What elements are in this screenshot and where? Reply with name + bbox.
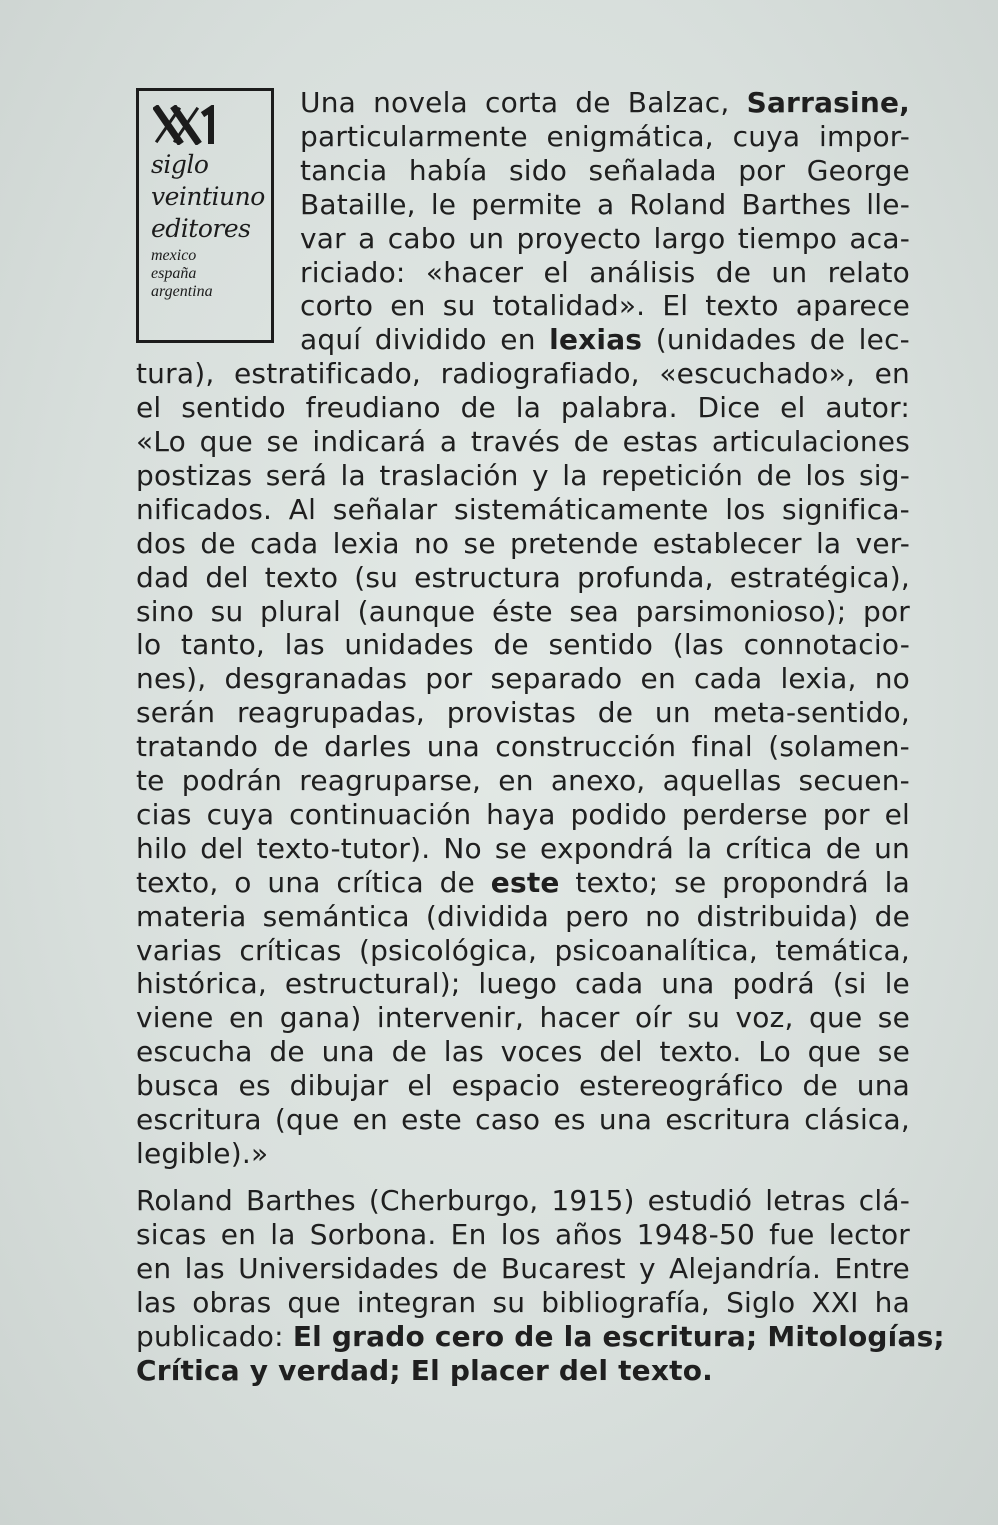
publisher-name (151, 149, 265, 245)
text-line (300, 86, 910, 120)
text-run: legible).» (136, 1136, 269, 1170)
text-line (136, 391, 910, 425)
text-line (136, 832, 910, 866)
text-line (136, 595, 910, 629)
text-line (136, 527, 910, 561)
text-run: Roland Barthes (Cherburgo, 1915) estudió letras clá- (136, 1184, 910, 1217)
text-line (136, 967, 910, 1001)
text-run: escucha de una de las voces del texto. Lo que se (136, 1035, 910, 1069)
text-line (136, 1354, 910, 1388)
publisher-city: argentina (151, 283, 213, 300)
text-line (300, 188, 910, 222)
text-run: publicado: (136, 1319, 293, 1353)
publisher-name-line: editores (151, 214, 251, 243)
text-run: postizas será la traslación y la repetición de los sig- (136, 458, 910, 492)
bold-text: este (490, 865, 560, 899)
text-line (136, 425, 910, 459)
bold-text: Sarrasine, (746, 86, 910, 119)
text-line (136, 1103, 910, 1137)
text-line (136, 1252, 910, 1286)
text-run: cias cuya continuación haya podido perderse por el (136, 797, 910, 831)
text-run: texto; se propondrá la (559, 865, 910, 899)
text-line (136, 1218, 910, 1252)
text-line (136, 730, 910, 764)
text-run: hilo del texto-tutor). No se expondrá la crítica de un (136, 831, 910, 865)
text-run: viene en gana) intervenir, hacer oír su voz, que se (136, 1001, 910, 1035)
text-line (300, 120, 910, 154)
text-line (136, 1184, 910, 1218)
text-run: Bataille, le permite a Roland Barthes lle- (300, 187, 910, 221)
publisher-name-line: veintiuno (151, 182, 265, 211)
text-run: varias críticas (psicológica, psicoanalítica, temática, (136, 933, 910, 967)
text-line (300, 289, 910, 323)
text-run: serán reagrupadas, provistas de un meta-sentido, (136, 696, 910, 730)
text-line (136, 1001, 910, 1035)
publisher-city: españa (151, 265, 197, 282)
text-run: nificados. Al señalar sistemáticamente los significa- (136, 492, 910, 526)
text-run: escritura (que en este caso es una escritura clásica, (136, 1103, 910, 1136)
text-run: var a cabo un proyecto largo tiempo aca- (300, 221, 910, 255)
text-line (136, 934, 910, 968)
text-run: texto, o una crítica de (136, 865, 491, 899)
text-line (300, 323, 910, 357)
text-run: tancia había sido señalada por George (300, 153, 910, 187)
text-line (136, 662, 910, 696)
text-line (136, 561, 910, 595)
text-run: lo tanto, las unidades de sentido (las connotacio- (136, 628, 910, 662)
text-run: dad del texto (su estructura profunda, estratégica), (136, 560, 910, 594)
publisher-cities (151, 247, 213, 301)
text-run: las obras que integran su bibliografía, Siglo XXI ha (136, 1285, 910, 1319)
publisher-name-line: siglo (151, 150, 209, 179)
text-run: materia semántica (dividida pero no distribuida) de (136, 899, 910, 933)
text-run: sino su plural (aunque éste sea parsimonioso); por (136, 594, 910, 628)
text-run: histórica, estructural); luego cada una podrá (si le (136, 967, 910, 1001)
text-line (136, 1137, 910, 1171)
text-line (136, 1069, 910, 1103)
text-run: tratando de darles una construcción final (solamen- (136, 730, 910, 764)
text-line (136, 764, 910, 798)
text-run: sicas en la Sorbona. En los años 1948-50 fue lector (136, 1217, 910, 1251)
text-line (136, 628, 910, 662)
bold-text: El grado cero de la escritura; Mitologías; (292, 1319, 945, 1353)
text-line (136, 1286, 910, 1320)
text-line (300, 222, 910, 256)
text-line (136, 493, 910, 527)
text-run: tura), estratificado, radiografiado, «escuchado», en (136, 357, 910, 391)
text-run: riciado: «hacer el análisis de un relato (300, 255, 910, 289)
text-line (300, 256, 910, 290)
text-run: nes), desgranadas por separado en cada lexia, no (136, 662, 910, 696)
publisher-logo (136, 88, 274, 343)
text-run: dos de cada lexia no se pretende establecer la ver- (136, 526, 910, 560)
text-run: en las Universidades de Bucarest y Alejandría. Entre (136, 1251, 910, 1285)
bold-text: Crítica y verdad; El placer del texto. (136, 1353, 713, 1387)
text-line (136, 866, 910, 900)
text-line (136, 459, 910, 493)
text-run: particularmente enigmática, cuya impor- (300, 119, 910, 153)
text-run: te podrán reagruparse, en anexo, aquellas secuen- (136, 764, 910, 797)
text-run: busca es dibujar el espacio estereográfico de una (136, 1069, 910, 1103)
publisher-city: mexico (151, 247, 197, 264)
text-run: Una novela corta de Balzac, (300, 86, 747, 119)
text-line (136, 1319, 945, 1354)
text-run: el sentido freudiano de la palabra. Dice el autor: (136, 391, 910, 425)
text-line (300, 154, 910, 188)
text-run: corto en su totalidad». El texto aparece (300, 289, 910, 323)
text-line (136, 1035, 910, 1069)
xxi-logo-mark (153, 105, 225, 145)
text-line (136, 357, 910, 391)
bold-text: lexias (549, 323, 643, 357)
text-line (136, 696, 910, 730)
text-line (136, 900, 910, 934)
text-run: «Lo que se indicará a través de estas articulaciones (136, 425, 910, 458)
text-line (136, 798, 910, 832)
text-run: (unidades de lec- (642, 323, 910, 357)
text-run: aquí dividido en (300, 323, 550, 357)
